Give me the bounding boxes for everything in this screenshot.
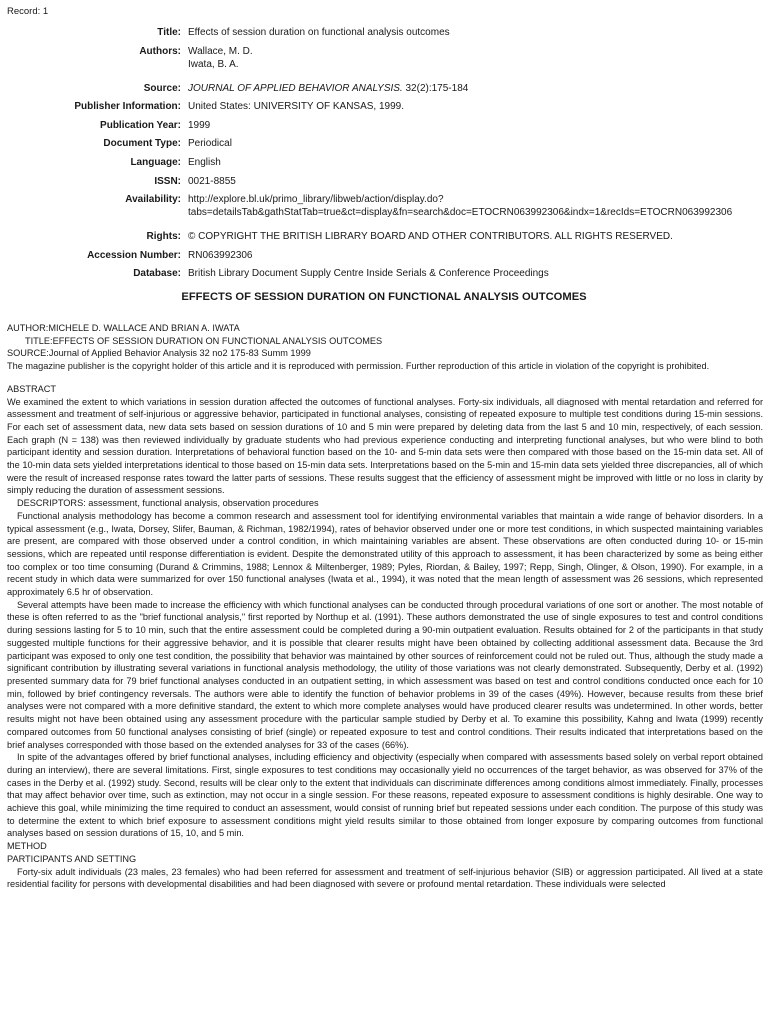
meta-label: Database: <box>133 268 181 280</box>
meta-row-rights <box>0 230 768 249</box>
paragraph: Functional analysis methodology has become a common research and assessment tool for identifying environmental variables that maintain a wide range of behavior disorders. In a typical assessment (e.g., Iwata, Dorsey, Slifer, Bauman, & Richman, 1982/1994), rates of behavior observed under one or more test conditions, in which suspected maintaining variables are present, are compared with those observed under a control condition, in which maintaining variables are absent. These observations are often conducted during 10- or 15-min sessions, which are repeated until response differentiation is evident. Despite the demonstrated utility of this approach to assessment, it has been characterized by some as being either too complex or too time consuming (Durand & Crimmins, 1988; Lennox & Miltenberger, 1989; Pyles, Riordan, & Bailey, 1997; Repp, Singh, Olinger, & Olson, 1990). For example, in a recent study in which data were summarized for over 150 functional analyses (Iwata et al., 1994), it was noted that the mean length of assessment was 26 sessions, which represented approximately 6.5 hr of observation. <box>7 510 763 598</box>
meta-row-availability <box>0 193 768 230</box>
availability-link[interactable] <box>188 193 768 230</box>
meta-row-year <box>0 119 768 138</box>
article-body <box>7 322 763 891</box>
abstract-heading: ABSTRACT <box>7 383 57 394</box>
method-heading: METHOD <box>7 841 47 852</box>
meta-label: Title: <box>157 27 181 38</box>
participants-heading: PARTICIPANTS AND SETTING <box>7 853 137 864</box>
abstract-text: We examined the extent to which variations in session duration affected the outcomes of functional analyses. Forty-six individuals, all diagnosed with mental retardation and referred for assessment and treatment of self-injurious or aggressive behavior, participated in functional analyses, consisting of repeated exposure to multiple test conditions during 15-min sessions. For each set of assessment data, new data sets based on session durations of 10 and 5 min were prepared by deleting data from the last 5 and 10 min, respectively, of each session. Each graph (N = 138) was then reviewed individually by graduate students who had previous experience conducting and interpreting functional analyses, but who were blind to both participant identity and session duration. Interpretations of behavioral function based on the 10- and 5-min data sets were then compared with those based on the 15-min data set. All of the 10-min data sets yielded interpretations identical to those based on 15-min data sets. Interpretations based on the 5-min and 15-min data sets yielded three discrepancies, all of which were the result of increased response rates toward the latter parts of sessions. These results suggest that the efficiency of assessment might be improved with little or no loss in clarity by simply reducing the duration of assessment sessions. <box>7 396 763 496</box>
meta-label: Rights: <box>146 231 181 243</box>
meta-row-publisher <box>0 100 768 119</box>
meta-label: Publication Year: <box>100 119 181 131</box>
descriptors: DESCRIPTORS: assessment, functional analysis, observation procedures <box>17 498 319 509</box>
meta-row-doctype <box>0 137 768 156</box>
meta-row-database <box>0 267 768 286</box>
author-line: AUTHOR:MICHELE D. WALLACE AND BRIAN A. IWATA <box>7 323 240 333</box>
meta-row-source <box>0 82 768 101</box>
journal-name[interactable]: JOURNAL OF APPLIED BEHAVIOR ANALYSIS. <box>188 82 403 94</box>
meta-label: Publisher Information: <box>74 101 181 113</box>
meta-label: Authors: <box>139 45 181 57</box>
meta-label: ISSN: <box>154 175 181 187</box>
journal-citation: 32(2):175-184 <box>402 82 469 94</box>
meta-value: English <box>188 156 221 168</box>
availability-url-line[interactable]: http://explore.bl.uk/primo_library/libweb/action/display.do? <box>188 194 444 206</box>
document-title: EFFECTS OF SESSION DURATION ON FUNCTIONAL ANALYSIS OUTCOMES <box>181 291 587 303</box>
meta-value <box>188 82 768 101</box>
meta-value: Periodical <box>188 138 232 150</box>
meta-label: Language: <box>130 156 181 168</box>
meta-row-accession <box>0 249 768 268</box>
record-label: Record: 1 <box>7 6 49 17</box>
title-line: TITLE:EFFECTS OF SESSION DURATION ON FUNCTIONAL ANALYSIS OUTCOMES <box>25 335 383 346</box>
meta-row-issn <box>0 175 768 194</box>
meta-value: United States: UNIVERSITY OF KANSAS, 1999. <box>188 101 405 113</box>
copyright-notice: The magazine publisher is the copyright holder of this article and it is reproduced with permission. Further reproduction of this article in violation of the copyright is prohibited. <box>7 361 710 372</box>
meta-value <box>188 45 768 82</box>
meta-row-language <box>0 156 768 175</box>
meta-value: RN063992306 <box>188 249 253 261</box>
meta-row-authors <box>0 45 768 82</box>
availability-url-line[interactable]: tabs=detailsTab&gathStatTab=true&ct=display&fn=search&doc=ETOCRN063992306&indx=1&recIds=ETOCRN063992306 <box>188 207 733 219</box>
meta-value: Effects of session duration on functional analysis outcomes <box>188 27 450 38</box>
paragraph: Several attempts have been made to increase the efficiency with which functional analyses can be conducted through procedural variations of one sort or another. The most notable of these is often referred to as the "brief functional analysis," first reported by Northup et al. (1991). These authors demonstrated the use of single exposures to test and control conditions during sessions lasting for 5 to 10 min, such that the entire assessment could be completed during a 90-min outpatient evaluation. Results obtained for 2 of the participants in that study suggested multiple functions for their aggressive behavior, and it is possible that clearer results might have been obtained by collecting additional assessment data. Because the 3rd participant was exposed to only one test condition, the possibility that behavior was maintained by other sources of reinforcement could not be ruled out. Thus, although the study made a significant contribution by illustrating several variations in functional analysis methodology, the utility of those variations was not clearly demonstrated. Subsequently, Derby et al. (1992) presented summary data for 79 brief functional analyses conducted in an outpatient setting, in which assessment was based on test and control conditions conducted once each for 10 min, followed by brief contingency reversals. The authors were able to identify the function of behavior problems in 39 of the cases (49%). However, because results from these brief analyses were not compared with a more definitive standard, the extent to which more complete analyses would have produced clearer results was undetermined. In other words, better results might not have been obtained using any assessment procedure with the particular sample studied by Derby et al. To examine this possibility, Kahng and Iwata (1999) recently compared outcomes from 50 functional analyses consisting of brief (single) or repeated exposure to test and control conditions. Their results indicated that interpretations based on the brief analyses corresponded with those based on the extended analyses for 33 of the cases (66%). <box>7 599 763 750</box>
author-name[interactable]: Iwata, B. A. <box>188 58 239 70</box>
paragraph: Forty-six adult individuals (23 males, 23 females) who had been referred for assessment and treatment of self-injurious behavior (SIB) or aggression participated. All lived at a state residential facility for persons with developmental disabilities and had been diagnosed with severe or profound mental retardation. These individuals were selected <box>7 866 763 890</box>
meta-value: 0021-8855 <box>188 175 236 187</box>
paragraph: In spite of the advantages offered by brief functional analyses, including efficiency and objectivity (especially when compared with assessments based solely on verbal report obtained during an interview), there are several limitations. First, single exposures to test conditions may occasionally yield no occurrences of the target behavior, as was observed for 37% of the cases in the Derby et al. (1992) study. Second, results will be clear only to the extent that individuals can discriminate differences among conditions almost immediately. Finally, processes that may affect behavior over time, such as extinction, may not occur in a single session. For these reasons, repeated exposure to assessment conditions is highly desirable. One way to achieve this goal, while minimizing the time required to conduct an assessment, would consist of running brief but repeated sessions under each condition. The purpose of this study was to determine the extent to which brief exposure to assessment conditions might yield results similar to those obtained from longer exposure by comparing outcomes from functional analyses based on session durations of 15, 10, and 5 min. <box>7 752 763 839</box>
meta-label: Source: <box>143 82 181 94</box>
source-line: SOURCE:Journal of Applied Behavior Analysis 32 no2 175-83 Summ 1999 <box>7 348 311 359</box>
meta-row-title <box>0 26 768 45</box>
meta-label: Availability: <box>125 194 181 206</box>
meta-label: Document Type: <box>103 138 181 150</box>
meta-value: 1999 <box>188 119 211 131</box>
metadata-table <box>0 26 768 286</box>
meta-value: British Library Document Supply Centre Inside Serials & Conference Proceedings <box>188 268 549 280</box>
meta-value: © COPYRIGHT THE BRITISH LIBRARY BOARD AND OTHER CONTRIBUTORS. ALL RIGHTS RESERVED. <box>188 231 673 243</box>
author-name[interactable]: Wallace, M. D. <box>188 45 253 57</box>
meta-label: Accession Number: <box>87 249 181 261</box>
